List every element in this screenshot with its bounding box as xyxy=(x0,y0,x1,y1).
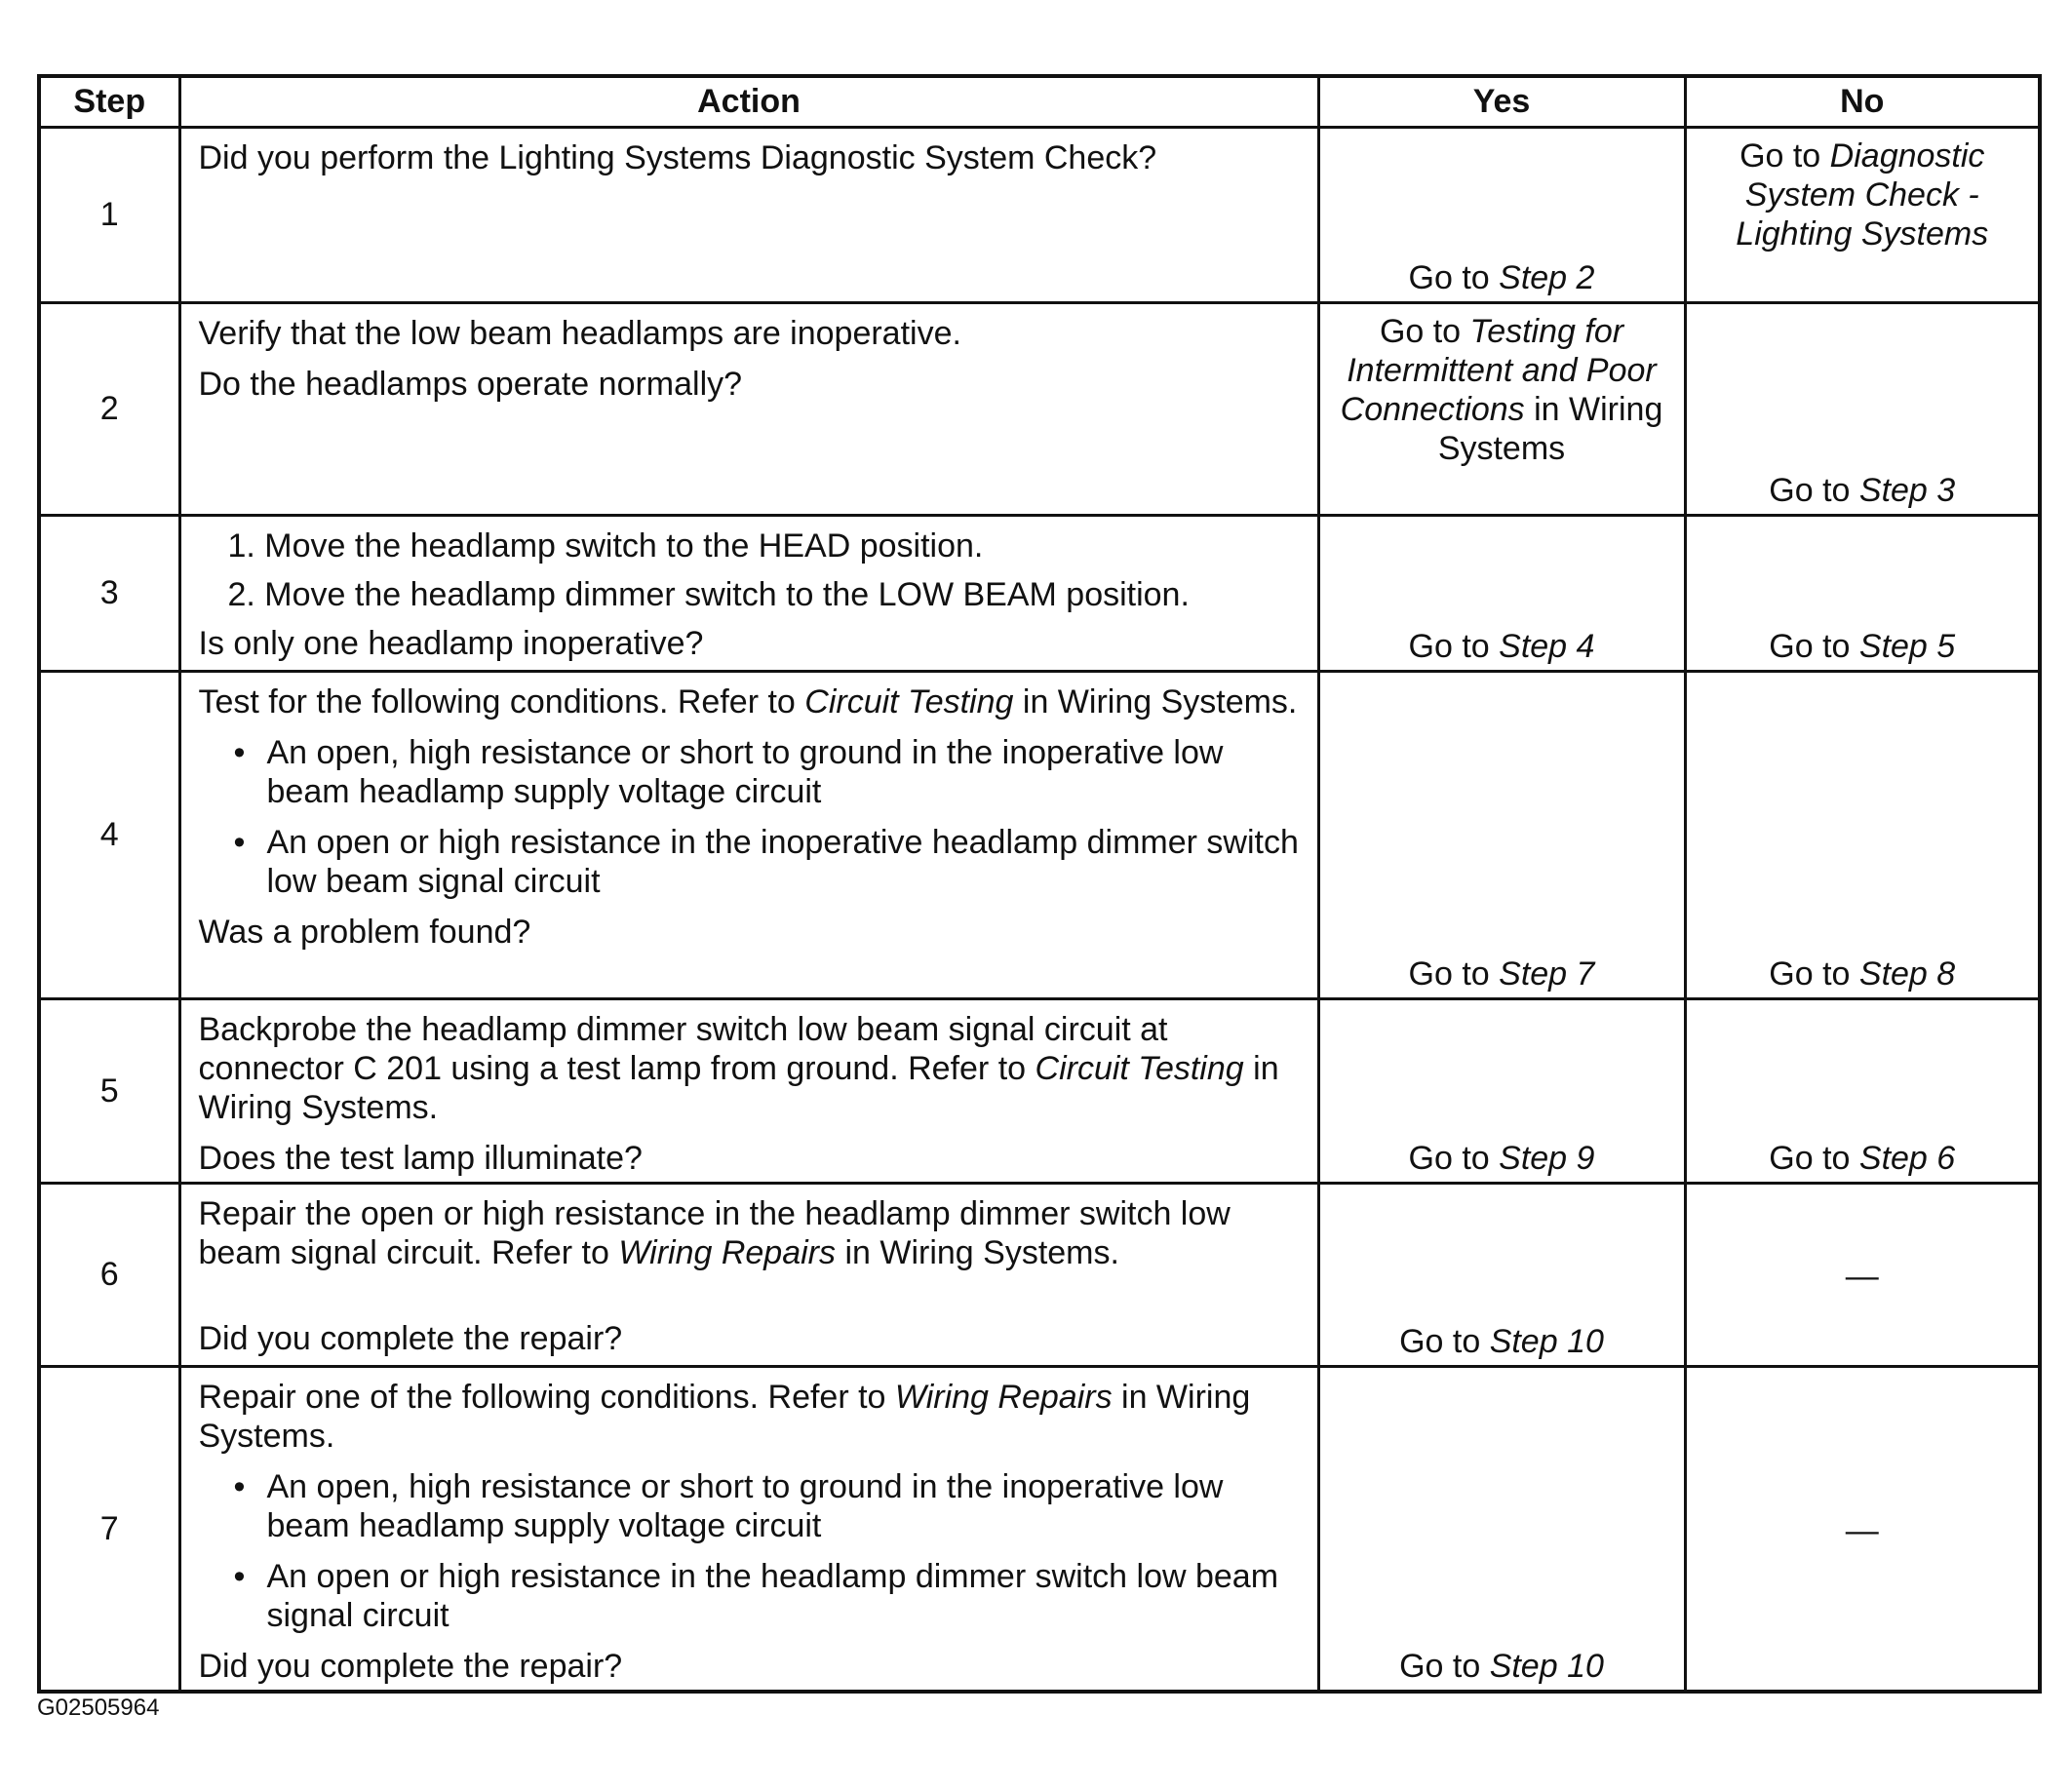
yes-step-link[interactable]: Step 7 xyxy=(1499,954,1595,993)
step-number: 6 xyxy=(39,1183,179,1366)
action-cell xyxy=(179,515,1318,671)
no-cell xyxy=(1685,515,2040,671)
yes-cell xyxy=(1318,515,1685,671)
list-item: 1. Move the headlamp switch to the HEAD position. xyxy=(227,526,984,565)
action-question: Does the test lamp illuminate? xyxy=(198,1139,643,1177)
no-prefix: Go to xyxy=(1769,954,1859,993)
no-step-link[interactable]: Step 8 xyxy=(1858,954,1956,993)
action-cell xyxy=(179,671,1318,998)
yes-prefix: Go to xyxy=(1399,1647,1490,1685)
intro-text: Repair one of the following conditions. Refer to xyxy=(198,1378,895,1416)
header-action: Action xyxy=(179,76,1318,127)
no-dash: — xyxy=(1845,1511,1879,1549)
action-question: Do the headlamps operate normally? xyxy=(198,365,743,403)
no-prefix: Go to xyxy=(1769,1139,1859,1177)
action-question: Was a problem found? xyxy=(198,913,531,951)
no-step-link[interactable]: Step 3 xyxy=(1858,471,1956,509)
yes-cell xyxy=(1318,1183,1685,1366)
yes-cell xyxy=(1318,998,1685,1183)
action-cell xyxy=(179,1366,1318,1692)
yes-step-link[interactable]: Step 4 xyxy=(1499,627,1595,665)
yes-prefix: Go to xyxy=(1399,1322,1490,1360)
action-intro xyxy=(199,1194,1300,1272)
bullet-icon: • xyxy=(233,823,246,861)
action-intro xyxy=(199,1010,1300,1127)
no-cell xyxy=(1685,302,2040,515)
no-prefix: Go to xyxy=(1739,136,1830,175)
header-step: Step xyxy=(39,76,179,127)
yes-cell xyxy=(1318,1366,1685,1692)
step-number: 1 xyxy=(39,127,179,302)
diagnostic-document xyxy=(37,74,2038,1694)
condition-list xyxy=(199,733,1300,901)
yes-step-link[interactable]: Step 10 xyxy=(1489,1647,1604,1685)
no-cell xyxy=(1685,671,2040,998)
intro-reference-link[interactable]: Wiring Repairs xyxy=(894,1378,1113,1416)
yes-cell xyxy=(1318,302,1685,515)
table-row xyxy=(39,515,2040,671)
list-item-text: An open or high resistance in the inoperative headlamp dimmer switch low beam signal circuit xyxy=(266,823,1299,900)
step-number: 2 xyxy=(39,302,179,515)
yes-prefix: Go to xyxy=(1408,627,1500,665)
no-prefix: Go to xyxy=(1769,471,1859,509)
yes-procedure-link[interactable]: Testing for Intermittent and Poor Connections xyxy=(1340,312,1657,428)
bullet-icon: • xyxy=(233,733,246,771)
yes-prefix: Go to xyxy=(1379,312,1470,350)
yes-prefix: Go to xyxy=(1408,1139,1500,1177)
action-text: Verify that the low beam headlamps are inoperative. xyxy=(198,314,961,352)
step-number: 4 xyxy=(39,671,179,998)
step-number: 3 xyxy=(39,515,179,671)
intro-reference-link[interactable]: Wiring Repairs xyxy=(618,1233,836,1271)
intro-text-end: in Wiring Systems. xyxy=(198,1378,1251,1455)
no-step-link[interactable]: Step 6 xyxy=(1858,1139,1956,1177)
intro-text: Backprobe the headlamp dimmer switch low beam signal circuit at connector C 201 using a test lamp from ground. Refer to xyxy=(198,1010,1168,1087)
action-question: Did you complete the repair? xyxy=(198,1647,623,1685)
intro-text-end: in Wiring Systems. xyxy=(1013,682,1298,721)
header-yes: Yes xyxy=(1318,76,1685,127)
intro-text: Repair the open or high resistance in the headlamp dimmer switch low beam signal circuit. Refer to xyxy=(198,1194,1231,1271)
action-cell xyxy=(179,1183,1318,1366)
no-cell xyxy=(1685,1366,2040,1692)
list-item-text: An open, high resistance or short to ground in the inoperative low beam headlamp supply voltage circuit xyxy=(266,1467,1224,1544)
no-prefix: Go to xyxy=(1769,627,1859,665)
action-intro xyxy=(199,1378,1300,1456)
table-row xyxy=(39,1366,2040,1692)
list-item xyxy=(232,823,1300,901)
bullet-icon: • xyxy=(233,1557,246,1595)
yes-cell xyxy=(1318,671,1685,998)
numbered-list xyxy=(199,526,1300,614)
intro-reference-link[interactable]: Circuit Testing xyxy=(1035,1049,1244,1087)
list-item xyxy=(232,1557,1300,1635)
yes-step-link[interactable]: Step 10 xyxy=(1489,1322,1604,1360)
list-item: 2. Move the headlamp dimmer switch to the LOW BEAM position. xyxy=(227,575,1190,613)
bullet-icon: • xyxy=(233,1467,246,1505)
yes-prefix: Go to xyxy=(1408,258,1500,296)
table-row xyxy=(39,1183,2040,1366)
action-cell xyxy=(179,302,1318,515)
list-item-text: An open or high resistance in the headlamp dimmer switch low beam signal circuit xyxy=(266,1557,1279,1634)
table-row xyxy=(39,998,2040,1183)
intro-text: Test for the following conditions. Refer to xyxy=(198,682,805,721)
table-row xyxy=(39,302,2040,515)
no-cell xyxy=(1685,127,2040,302)
step-number: 5 xyxy=(39,998,179,1183)
table-header-row xyxy=(39,76,2040,127)
action-text: Did you perform the Lighting Systems Diagnostic System Check? xyxy=(198,138,1157,176)
no-step-link[interactable]: Step 5 xyxy=(1858,627,1956,665)
intro-reference-link[interactable]: Circuit Testing xyxy=(804,682,1014,721)
list-item-text: An open, high resistance or short to ground in the inoperative low beam headlamp supply voltage circuit xyxy=(266,733,1224,810)
action-cell xyxy=(179,127,1318,302)
header-no: No xyxy=(1685,76,2040,127)
no-cell xyxy=(1685,1183,2040,1366)
no-cell xyxy=(1685,998,2040,1183)
diagnostic-table xyxy=(37,74,2042,1694)
intro-text-end: in Wiring Systems. xyxy=(198,1049,1279,1126)
table-row xyxy=(39,671,2040,998)
step-number: 7 xyxy=(39,1366,179,1692)
yes-step-link[interactable]: Step 2 xyxy=(1499,258,1595,296)
intro-text-end: in Wiring Systems. xyxy=(836,1233,1119,1271)
no-dash: — xyxy=(1845,1258,1879,1295)
table-row xyxy=(39,127,2040,302)
action-question: Is only one headlamp inoperative? xyxy=(198,624,704,662)
yes-suffix: in Wiring Systems xyxy=(1437,390,1663,467)
action-cell xyxy=(179,998,1318,1183)
yes-prefix: Go to xyxy=(1408,954,1500,993)
action-question: Did you complete the repair? xyxy=(198,1319,623,1357)
yes-cell xyxy=(1318,127,1685,302)
figure-id: G02505964 xyxy=(37,1695,160,1721)
no-procedure-link[interactable]: Diagnostic System Check - Lighting Systems xyxy=(1736,136,1989,253)
list-item xyxy=(232,733,1300,811)
yes-step-link[interactable]: Step 9 xyxy=(1499,1139,1595,1177)
action-intro xyxy=(199,682,1300,721)
condition-list xyxy=(199,1467,1300,1635)
list-item xyxy=(232,1467,1300,1545)
